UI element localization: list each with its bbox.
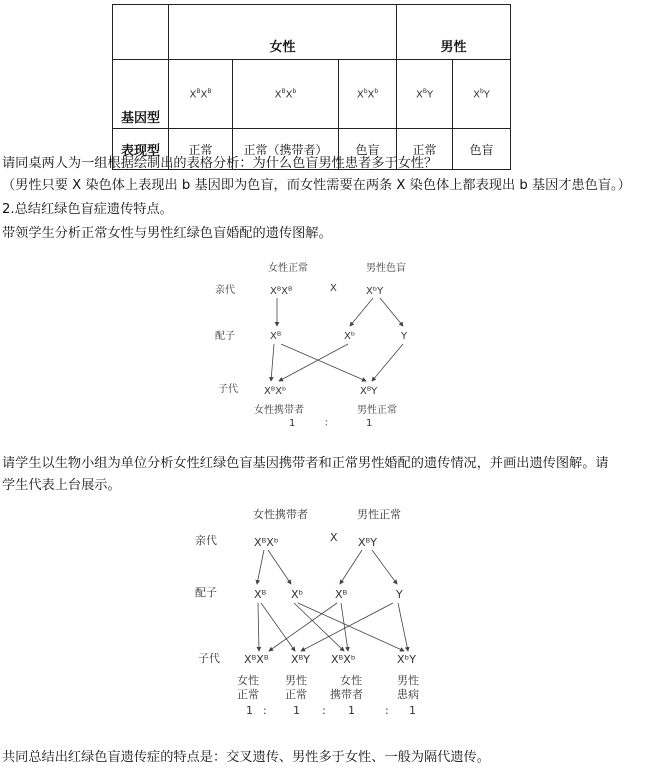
row-label-parent: 亲代 [195, 534, 217, 547]
genotype-cell: $X^bX^b$ [339, 60, 397, 129]
cross-diagram-2 [0, 500, 652, 725]
arrow-line [281, 344, 366, 381]
child-phenotype: 携带者 [330, 688, 363, 701]
ratio-value-2: 1 [366, 418, 373, 429]
mother-genotype: XᴮXᴮ [270, 286, 293, 297]
child-sex: 男性 [397, 674, 419, 687]
arrow-line [380, 298, 403, 326]
header-male: 男性 [397, 5, 511, 60]
ratio-value: 1 [293, 704, 300, 717]
lead-text: 带领学生分析正常女性与男性红绿色盲婚配的遗传图解。 [2, 226, 332, 241]
arrow-line [268, 550, 291, 584]
arrow-line [258, 603, 259, 651]
child-label-1: 女性携带者 [254, 405, 304, 416]
arrow-line [398, 603, 408, 651]
ratio-separator: : [263, 704, 267, 717]
arrow-line [257, 550, 264, 584]
ratio-value-1: 1 [289, 418, 296, 429]
father-label: 男性正常 [357, 508, 401, 521]
phenotype-cell: 色盲 [453, 129, 511, 170]
arrow-line [269, 603, 337, 651]
row-genotype-label: 基因型 [113, 60, 169, 129]
child-genotype-2: XᴮY [360, 386, 378, 397]
gamete: Xᵇ [291, 588, 304, 601]
father-genotype: XᴮY [358, 536, 378, 549]
summary-text: 共同总结出红绿色盲遗传症的特点是：交叉遗传、男性多于女性、一般为隔代遗传。 [2, 750, 490, 765]
ratio-separator: : [385, 704, 389, 717]
answer-text: （男性只要 X 染色体上表现出 b 基因即为色盲，而女性需要在两条 X 染色体上都表现出 b 基因才患色盲。） [2, 178, 631, 193]
mother-label: 女性携带者 [253, 508, 308, 521]
child-genotype: XᴮXᴮ [244, 653, 269, 666]
mother-genotype: XᴮXᵇ [254, 536, 279, 549]
task-text-line-2: 学生代表上台展示。 [2, 478, 121, 493]
row-phenotype-label: 表现型 [113, 129, 169, 170]
gamete: Xᴮ [335, 588, 348, 601]
ratio-value: 1 [348, 704, 355, 717]
cross-symbol: X [330, 531, 338, 544]
table-corner-cell [113, 5, 169, 60]
arrow-line [298, 603, 404, 651]
arrow-line [372, 550, 397, 584]
cross-diagram-1 [0, 250, 652, 436]
ratio-value: 1 [409, 704, 416, 717]
row-label-child: 子代 [218, 384, 238, 395]
arrow-line [372, 344, 403, 381]
child-sex: 女性 [237, 674, 259, 687]
genotype-table [112, 4, 511, 170]
arrow-line [261, 603, 295, 651]
arrow-line [271, 344, 274, 381]
ratio-separator: : [322, 704, 326, 717]
genotype-cell: $X^BX^B$ [169, 60, 233, 129]
child-phenotype: 正常 [237, 688, 259, 701]
genotype-cell: $X^bY$ [453, 60, 511, 129]
phenotype-cell: 色盲 [339, 129, 397, 170]
row-label-gamete: 配子 [215, 331, 235, 342]
child-sex: 女性 [340, 674, 362, 687]
child-sex: 男性 [285, 674, 307, 687]
phenotype-cell: 正常 [397, 129, 453, 170]
father-label: 男性色盲 [366, 263, 406, 274]
arrow-line [294, 603, 344, 651]
child-phenotype: 患病 [397, 688, 419, 701]
question-text: 请同桌两人为一组根据绘制出的表格分析：为什么色盲男性患者多于女性？ [2, 156, 438, 171]
child-phenotype: 正常 [285, 688, 307, 701]
genotype-cell: $X^BY$ [397, 60, 453, 129]
genotype-cell: $X^BX^b$ [233, 60, 339, 129]
child-genotype: XᴮXᵇ [331, 653, 356, 666]
phenotype-cell: 正常（携带者） [233, 129, 339, 170]
child-label-2: 男性正常 [357, 405, 397, 416]
row-label-gamete: 配子 [195, 586, 217, 599]
arrow-line [279, 344, 348, 381]
child-genotype: XᵇY [397, 653, 416, 666]
cross-symbol: X [330, 283, 337, 294]
gamete-father-2: Y [401, 331, 408, 342]
mother-label: 女性正常 [268, 263, 308, 274]
gamete-father-1: Xᵇ [344, 331, 356, 342]
task-text-line-1: 请学生以生物小组为单位分析女性红绿色盲基因携带者和正常男性婚配的遗传情况，并画出遗传图解。请 [2, 456, 609, 471]
header-female: 女性 [169, 5, 397, 60]
gamete-mother: Xᴮ [270, 331, 282, 342]
phenotype-cell: 正常 [169, 129, 233, 170]
arrow-line [340, 550, 362, 584]
ratio-separator: ： [324, 418, 334, 429]
child-genotype: XᴮY [291, 653, 311, 666]
ratio-value: 1 [246, 704, 253, 717]
gamete: Xᴮ [254, 588, 267, 601]
child-genotype-1: XᴮXᵇ [264, 386, 287, 397]
gamete: Y [396, 588, 403, 601]
section-heading: 2.总结红绿色盲症遗传特点。 [2, 202, 173, 217]
father-genotype: XᵇY [366, 286, 384, 297]
arrow-line [350, 298, 373, 326]
row-label-parent: 亲代 [215, 285, 235, 296]
row-label-child: 子代 [198, 652, 220, 665]
